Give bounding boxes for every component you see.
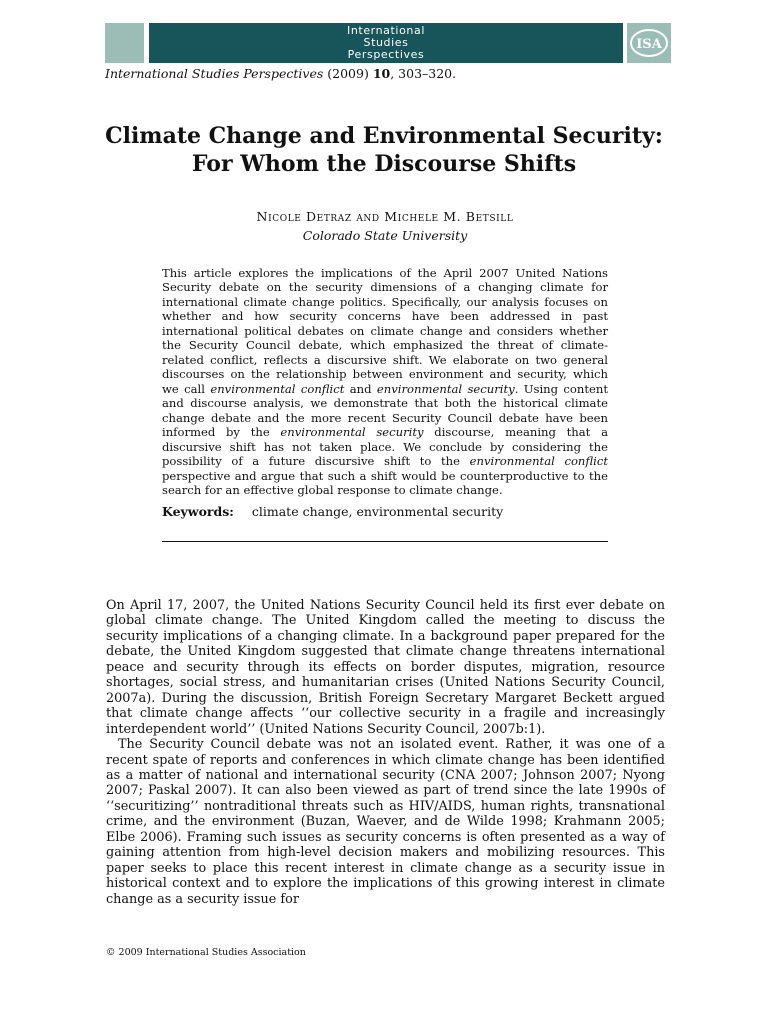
body-paragraph-2: The Security Council debate was not an isolated event. Rather, it was one of a recent spate of reports and conferences in which climate change has been identified as a matter of national and international security (CNA 2007; Johnson 2007; Nyong 2007; Paskal 2007). It can also been viewed as part of trend since the late 1990s of ‘‘securitizing’’ nontraditional threats such as HIV/AIDS, human rights, transnational crime, and the environment (Buzan, Waever, and de Wilde 1998; Krahmann 2005; Elbe 2006). Framing such issues as security concerns is often presented as a way of gaining attention from high-level decision makers and mobilizing resources. This paper seeks to place this recent interest in climate change as a security issue in historical context and to explore the implications of this growing interest in climate change as a security issue for xyxy=(106,737,665,907)
abstract-text-2: and xyxy=(344,381,377,396)
abstract-emphasis-3: environmental security xyxy=(280,425,424,440)
isa-logo-icon xyxy=(629,28,669,58)
citation-journal: International Studies Perspectives xyxy=(105,66,324,81)
journal-header-band xyxy=(149,23,623,63)
abstract-text-4: discourse, meaning that a discursive shift has not taken place. We conclude by considering the possibility of a future discursive shift to the xyxy=(162,425,608,469)
citation-year: (2009) xyxy=(327,66,369,81)
abstract-emphasis-1: environmental conflict xyxy=(210,381,345,396)
journal-citation xyxy=(105,66,665,81)
abstract-text-3: . Using content and discourse analysis, we demonstrate that both the historical climate change debate and the more recent Security Council debate have been informed by the xyxy=(162,381,608,440)
journal-name-line-3: Perspectives xyxy=(347,48,425,61)
article-title xyxy=(95,122,673,178)
keywords-value: climate change, environmental security xyxy=(251,504,504,519)
keywords-label: Keywords: xyxy=(162,504,234,519)
section-divider xyxy=(162,541,608,542)
journal-name-line-2: Studies xyxy=(363,36,409,49)
title-line-1: Climate Change and Environmental Security: xyxy=(105,123,663,149)
abstract-text-5: perspective and argue that such a shift would be counterproductive to the search for an effective global response to climate change. xyxy=(162,468,608,498)
abstract-emphasis-2: environmental security xyxy=(376,381,515,396)
article-authors: Nicole Detraz and Michele M. Betsill xyxy=(256,209,514,224)
body-paragraph-1: On April 17, 2007, the United Nations Security Council held its first ever debate on global climate change. The United Kingdom called the meeting to discuss the security implications of a changing climate. In a background paper prepared for the debate, the United Kingdom suggested that climate change threatens international peace and security through its effects on border disputes, migration, resource shortages, social stress, and humanitarian crises (United Nations Security Council, 2007a). During the discussion, British Foreign Secretary Margaret Beckett argued that climate change affects ‘‘our collective security in a fragile and increasingly interdependent world’’ (United Nations Security Council, 2007b:1). xyxy=(106,598,665,737)
citation-volume: 10 xyxy=(372,66,391,81)
author-affiliation: Colorado State University xyxy=(302,228,468,243)
isa-logo-text: ISA xyxy=(636,37,662,52)
abstract xyxy=(162,266,608,498)
article-body xyxy=(106,598,665,907)
copyright-footer: © 2009 International Studies Association xyxy=(106,947,306,958)
abstract-text-1: This article explores the implications of the April 2007 United Nations Security debate on the security dimensions of a changing climate for international climate change politics. Specifically, our analysis focuses on whether and how security concerns have been addressed in past international political debates on climate change and considers whether the Security Council debate, which emphasized the threat of climate-related conflict, reflects a discursive shift. We elaborate on two general discourses on the relationship between environment and security, which we call xyxy=(162,266,608,396)
citation-pages: , 303–320. xyxy=(390,66,457,81)
keywords xyxy=(162,504,608,519)
journal-name-line-1: International xyxy=(346,24,425,37)
abstract-emphasis-4: environmental conflict xyxy=(469,454,608,469)
isa-logo xyxy=(627,23,671,63)
header-color-square xyxy=(105,23,144,63)
title-line-2: For Whom the Discourse Shifts xyxy=(191,151,577,177)
